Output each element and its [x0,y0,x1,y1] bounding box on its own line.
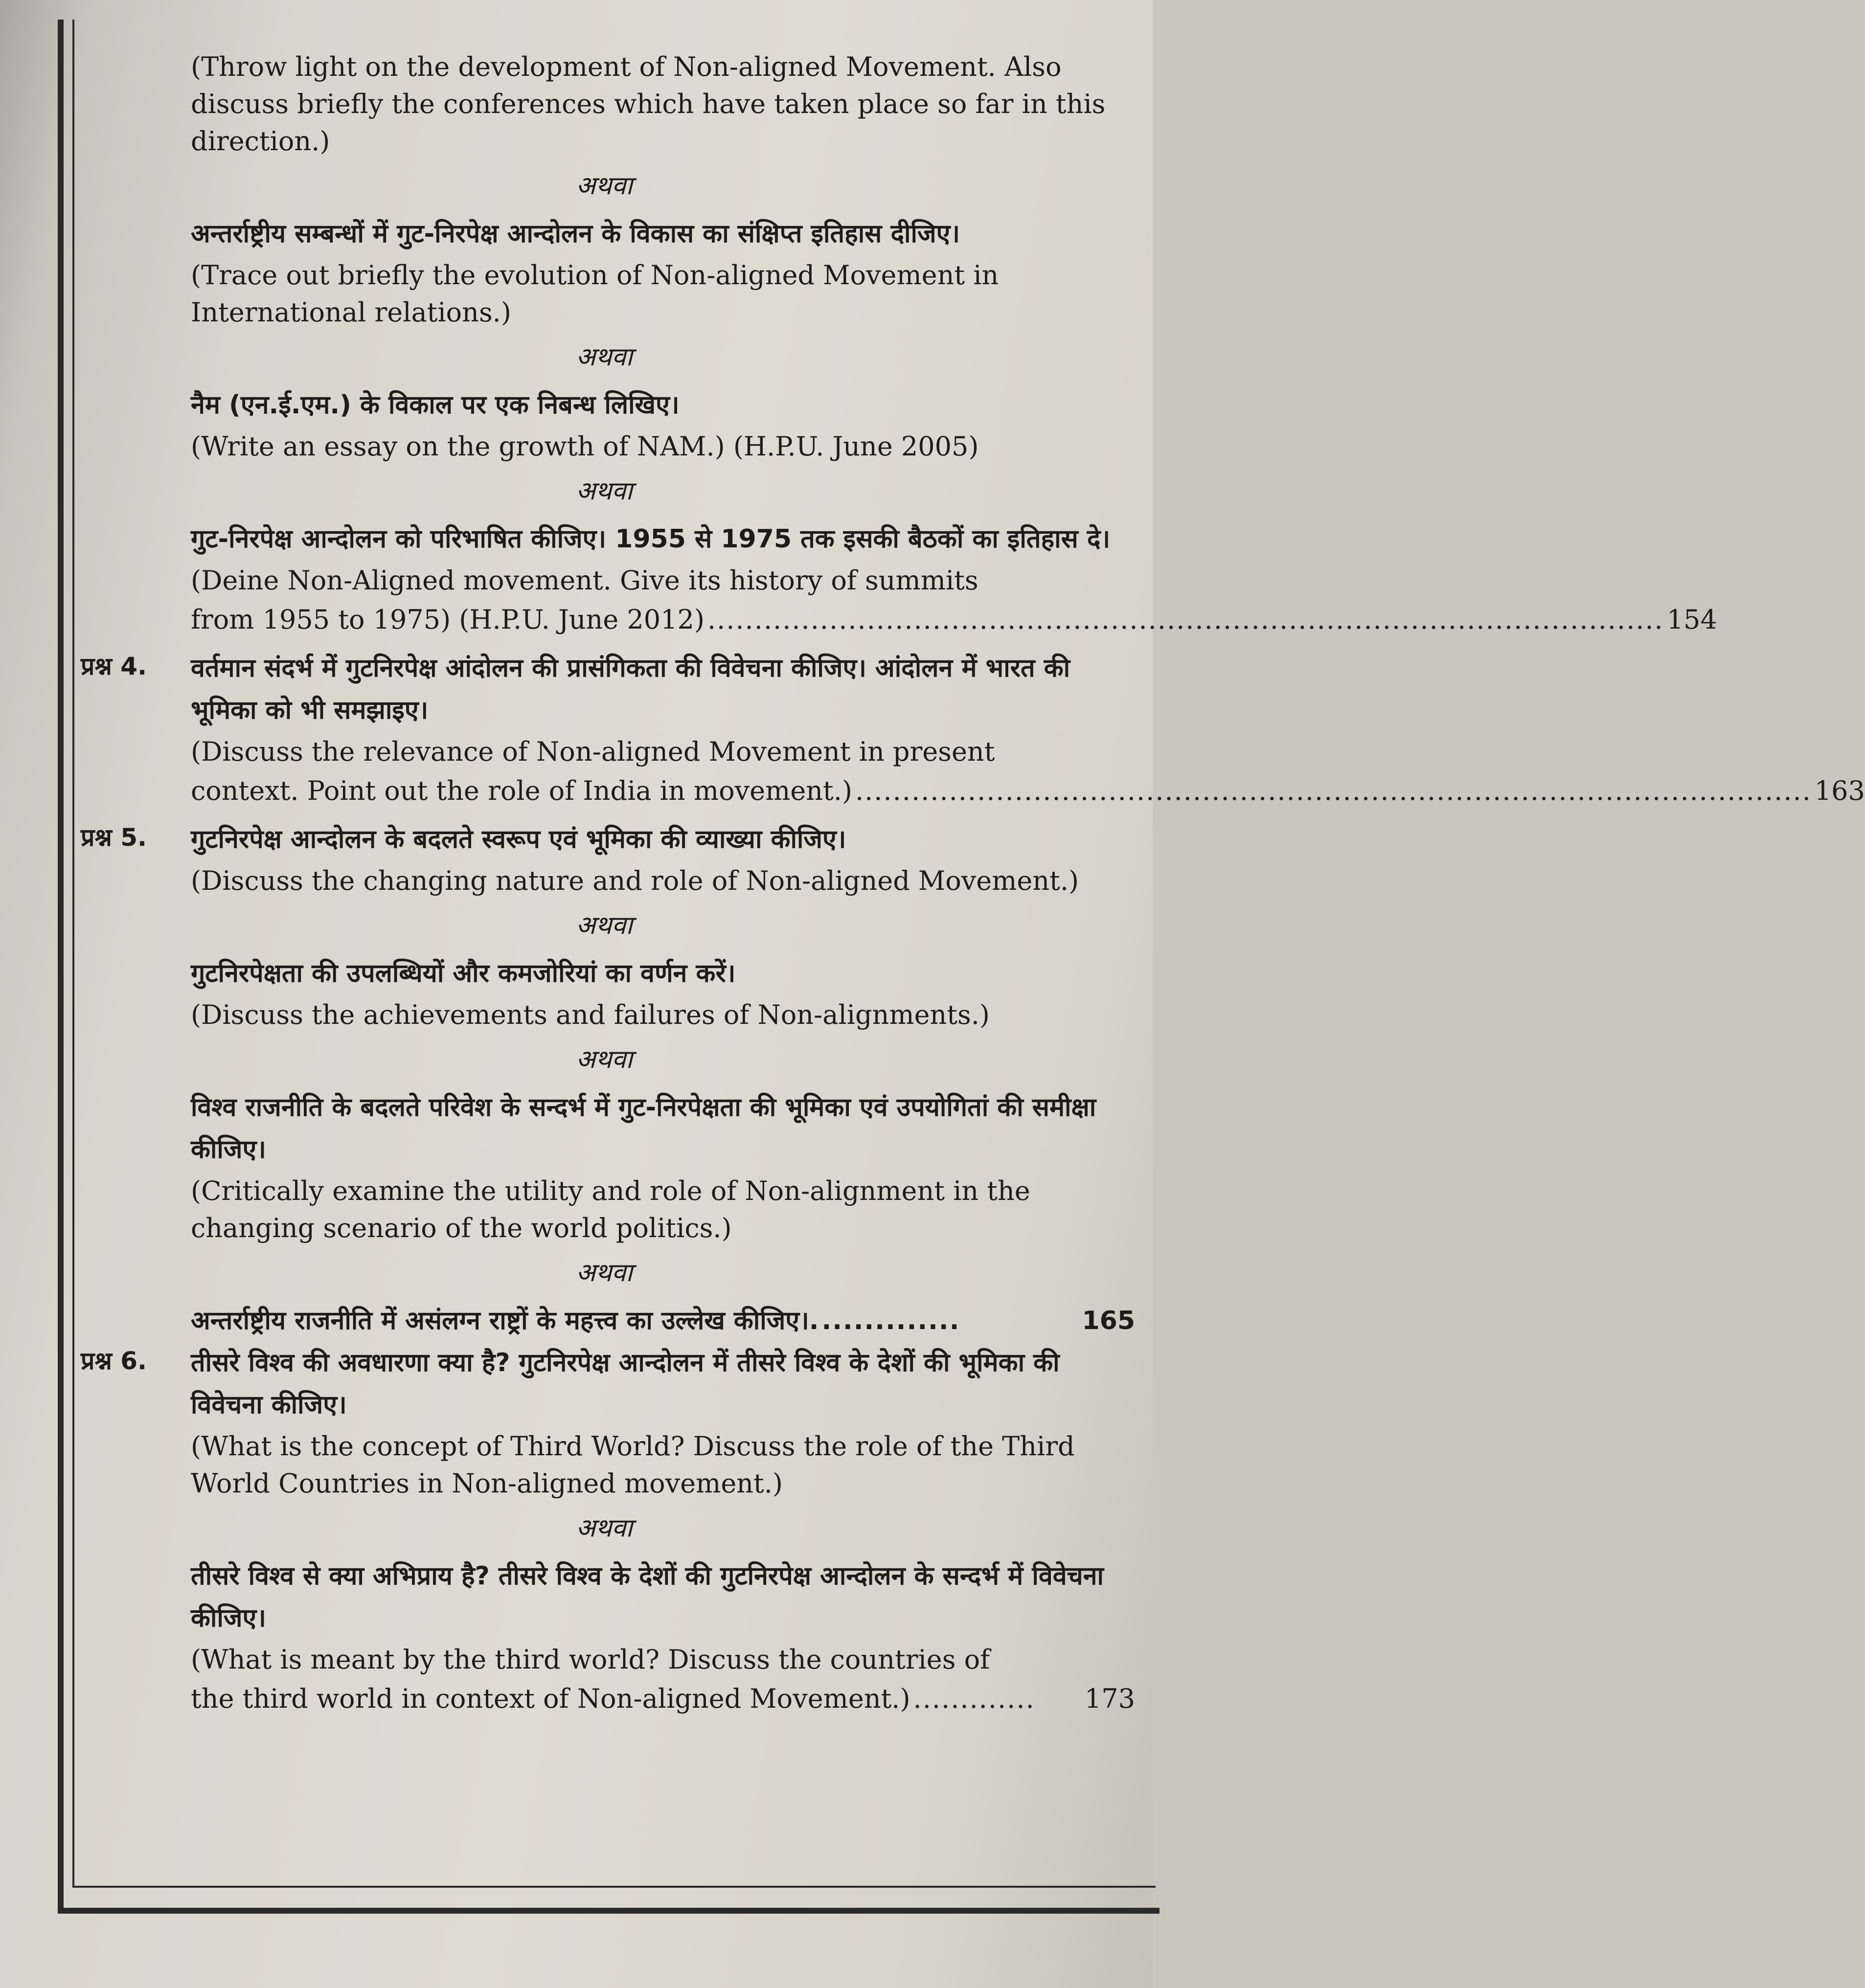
entry-line-with-page [191,1300,1135,1342]
contents-list [81,46,1865,1717]
athva-separator: अथवा [576,1258,633,1288]
question-5 [81,818,1135,1342]
entry-text-hindi: तीसरे विश्व से क्या अभिप्राय है? तीसरे विश्व के देशों की गुटनिरपेक्ष आन्दोलन के सन्दर्भ में विवेचना कीजिए। [191,1561,1104,1633]
entry-line-with-page [191,772,1865,810]
entry-text-hindi: गुट-निरपेक्ष आन्दोलन को परिभाषित कीजिए। 1955 से 1975 तक इसकी बैठकों का इतिहास दे। [191,524,1111,554]
athva-separator: अथवा [576,342,633,372]
athva-separator: अथवा [576,1045,633,1074]
athva-separator: अथवा [576,476,633,506]
page-number: 163 [1814,775,1865,806]
entry-text-english: (Throw light on the development of Non-aligned Movement. Also discuss briefly the conferences which have taken place so far in this direction.) [191,51,1106,157]
entry-line-with-page [191,1680,1135,1717]
leader-dots: ............. [821,1306,960,1335]
page-number: 165 [1082,1306,1135,1335]
entry-text-english: the third world in context of Non-aligned Movement.) [191,1683,910,1714]
entry-text-english: (Trace out briefly the evolution of Non-aligned Movement in International relations.) [191,260,999,328]
entry-text-hindi: गुटनिरपेक्षता की उपलब्धियों और कमजोरियां का वर्णन करें। [191,959,736,988]
page-number: 154 [1666,604,1717,635]
entry-text-hindi: नैम (एन.ई.एम.) के विकाल पर एक निबन्ध लिखिए। [191,390,680,420]
entry-text-english: context. Point out the role of India in movement.) [191,775,852,806]
entry-text-hindi: अन्तर्राष्ट्रीय सम्बन्धों में गुट-निरपेक्ष आन्दोलन के विकास का संक्षिप्त इतिहास दीजिए। [191,219,960,248]
leader-dots: ............. [913,1683,1035,1714]
entry-text-hindi: तीसरे विश्व की अवधारणा क्या है? गुटनिरपेक्ष आन्दोलन में तीसरे विश्व के देशों की भूमिका की विवेचना कीजिए। [191,1348,1060,1420]
entry-text-english: (What is meant by the third world? Discuss the countries of [191,1644,990,1675]
entry-text-english: (Critically examine the utility and role of Non-alignment in the changing scenario of the world politics.) [191,1175,1030,1243]
question-label: प्रश्न 5. [81,823,147,852]
page-number: 173 [1084,1683,1135,1714]
entry-text-hindi: गुटनिरपेक्ष आन्दोलन के बदलते स्वरूप एवं भूमिका की व्याख्या कीजिए। [191,825,846,854]
entry-text-english: (Discuss the relevance of Non-aligned Movement in present [191,736,995,767]
question-label: प्रश्न 6. [81,1347,147,1375]
entry-text-hindi: विश्व राजनीति के बदलते परिवेश के सन्दर्भ में गुट-निरपेक्षता की भूमिका एवं उपयोगितां की समीक्षा कीजिए। [191,1093,1096,1164]
entry-text-english: (Discuss the changing nature and role of Non-aligned Movement.) [191,865,1079,896]
athva-separator: अथवा [576,1514,633,1543]
entry-text-english: from 1955 to 1975) (H.P.U. June 2012) [191,604,705,635]
entry-text-english: (What is the concept of Third World? Discuss the role of the Third World Countries in Non-aligned movement.) [191,1431,1075,1499]
question-6 [81,1342,1135,1717]
leader-dots: ...................................................................................................... [707,604,1664,635]
entry-text-english: (Discuss the achievements and failures of Non-alignments.) [191,999,990,1030]
athva-separator: अथवा [576,171,633,201]
entry-line-with-page [191,601,1717,638]
entry-text-english: (Deine Non-Aligned movement. Give its history of summits [191,565,978,596]
entry-text-english: (Write an essay on the growth of NAM.) (H.P.U. June 2005) [191,431,979,462]
entry-text-hindi: अन्तर्राष्ट्रीय राजनीति में असंलग्न राष्ट्रों के महत्त्व का उल्लेख कीजिए।. [191,1306,819,1335]
athva-separator: अथवा [576,911,633,940]
question-label: प्रश्न 4. [81,652,147,680]
entry-text-hindi: वर्तमान संदर्भ में गुटनिरपेक्ष आंदोलन की प्रासंगिकता की विवेचना कीजिए। आंदोलन में भारत की भूमिका को भी समझाइए। [191,654,1070,725]
question-4 [81,647,1865,810]
leader-dots: ...................................................................................................... [855,775,1812,806]
